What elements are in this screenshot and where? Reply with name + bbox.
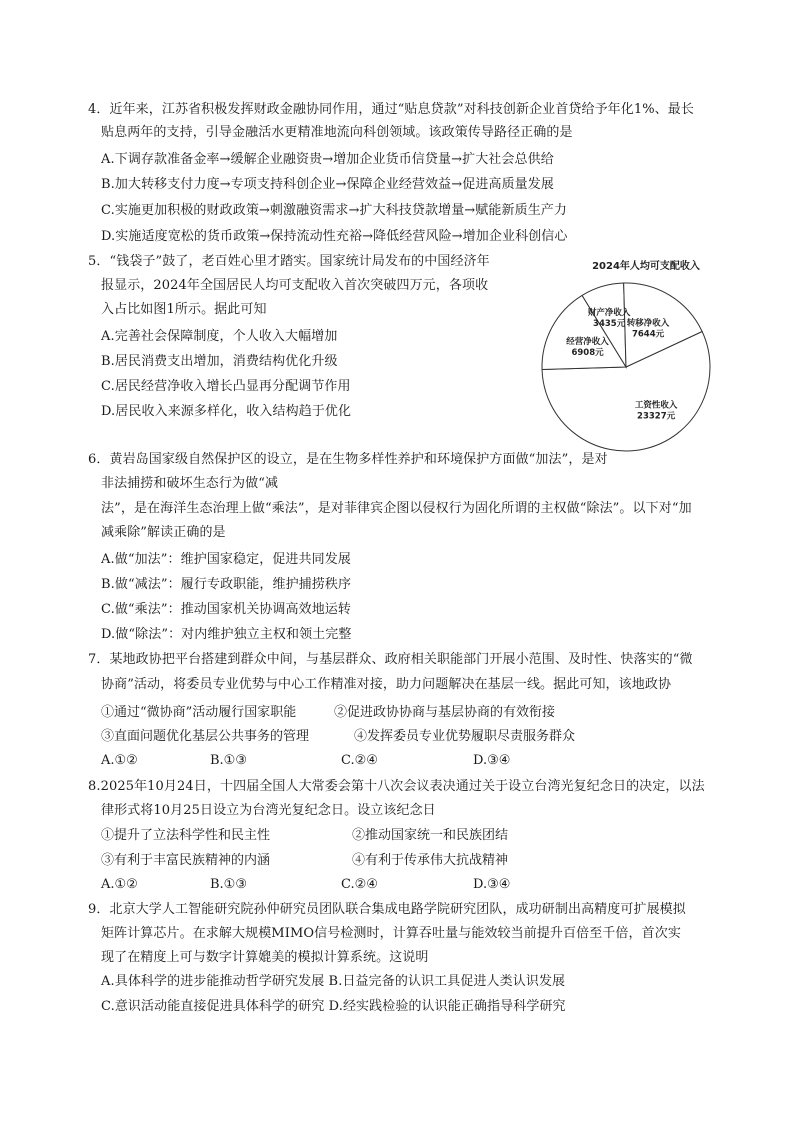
question-8-option-d[interactable]: D.③④ [473,877,511,892]
question-7-stem-line2: 协商”活动，将委员专业优势与中心工作精准对接，助力问题解决在基层一线。据此可知，该地政协 [101,677,672,692]
question-7-option-d[interactable]: D.③④ [473,753,511,768]
question-8-items-row2 [101,851,721,871]
income-pie-chart [538,252,756,452]
question-7-option-b[interactable]: B.①③ [210,753,247,768]
question-5-option-b[interactable]: B.居民消费支出增加，消费结构优化升级 [101,354,338,369]
question-9-stem-line1: 9．北京大学人工智能研究院孙仲研究员团队联合集成电路学院研究团队，成功研制出高精度可扩展模拟 [88,902,686,917]
question-4-stem-line1: 4．近年来，江苏省积极发挥财政金融协同作用，通过“贴息贷款”对科技创新企业首贷给予年化1%、最长 [88,102,694,117]
question-4-option-a[interactable]: A.下调存款准备金率→缓解企业融资贵→增加企业货币信贷量→扩大社会总供给 [101,152,554,167]
question-6-option-d[interactable]: D.做“除法”：对内维护独立主权和领土完整 [101,627,352,642]
question-6-option-a[interactable]: A.做“加法”：维护国家稳定，促进共同发展 [101,552,351,567]
question-7-item-1: ①通过“微协商”活动履行国家职能 [101,705,297,720]
question-9-options-ab[interactable]: A.具体科学的进步能推动哲学研究发展 B.日益完备的认识工具促进人类认识发展 [101,974,566,989]
question-7-item-2: ②促进政协协商与基层协商的有效衔接 [334,705,556,720]
question-5-stem-line2: 报显示，2024年全国居民人均可支配收入首次突破四万元，各项收 [101,278,489,293]
pie-chart-title: 2024年人均可支配收入 [592,261,700,272]
question-7-options [101,751,721,771]
question-5-option-c[interactable]: C.居民经营净收入增长凸显再分配调节作用 [101,379,351,394]
pie-slice-value-3: 3435元 [593,319,626,330]
pie-slice-value-1: 23327元 [637,411,676,422]
pie-slice-label-4: 转移净收入 [626,318,670,329]
question-6-option-b[interactable]: B.做“减法”：履行专政职能，维护捕捞秩序 [101,577,352,592]
question-5-stem-line3: 入占比如图1所示。据此可知 [101,302,267,317]
question-8-option-a[interactable]: A.①② [101,877,138,892]
pie-slice-value-4: 7644元 [631,329,665,340]
question-8-item-4: ④有利于传承伟大抗战精神 [352,853,509,868]
question-4-option-b[interactable]: B.加大转移支付力度→专项支持科创企业→保障企业经营效益→促进高质量发展 [101,177,554,192]
pie-slice-value-2: 6908元 [571,348,604,359]
question-7-items-row2 [101,727,721,747]
pie-slice-label-2: 经营净收入 [566,337,609,348]
question-9-stem-line3: 现了在精度上可与数字计算媲美的模拟计算系统。这说明 [101,950,429,965]
question-8-stem-line1: 8.2025年10月24日，十四届全国人大常委会第十八次会议表决通过关于设立台湾光复纪念日的决定，以法 [88,779,705,794]
question-6-stem-line2: 非法捕捞和破坏生态行为做“减 [101,476,279,491]
question-9-stem-line2: 矩阵计算芯片。在求解大规模MIMO信号检测时，计算吞吐量与能效较当前提升百倍至千倍，首次实 [101,926,681,941]
question-4-option-c[interactable]: C.实施更加积极的财政政策→刺激融资需求→扩大科技贷款增量→赋能新质生产力 [101,203,567,218]
question-7-stem-line1: 7．某地政协把平台搭建到群众中间，与基层群众、政府相关职能部门开展小范围、及时性、快落实的“微 [88,652,693,667]
question-6-stem-line3: 法”，是在海洋生态治理上做“乘法”，是对菲律宾企图以侵权行为固化所谓的主权做“除法”。以下对“加 [101,501,692,516]
question-6-stem-line4: 减乘除”解读正确的是 [101,525,226,540]
question-4-option-d[interactable]: D.实施适度宽松的货币政策→保持流动性充裕→降低经营风险→增加企业科创信心 [101,229,568,244]
question-8-option-c[interactable]: C.②④ [341,877,378,892]
question-6-option-c[interactable]: C.做“乘法”：推动国家机关协调高效地运转 [101,602,352,617]
question-7-item-3: ③直面问题优化基层公共事务的管理 [101,729,310,744]
question-8-option-b[interactable]: B.①③ [210,877,247,892]
question-7-option-c[interactable]: C.②④ [341,753,378,768]
question-4-stem-line2: 贴息两年的支持，引导金融活水更精准地流向科创领域。该政策传导路径正确的是 [101,125,573,140]
question-7-item-4: ④发挥委员专业优势履职尽责服务群众 [354,729,576,744]
question-8-stem-line2: 律形式将10月25日设立为台湾光复纪念日。设立该纪念日 [101,803,436,818]
question-9-options-cd[interactable]: C.意识活动能直接促进具体科学的研究 D.经实践检验的认识能正确指导科学研究 [101,999,566,1014]
question-8-item-2: ②推动国家统一和民族团结 [352,828,509,843]
question-8-items-row1 [101,826,721,846]
question-7-items-row1 [101,703,721,723]
question-8-item-3: ③有利于丰富民族精神的内涵 [101,853,271,868]
question-7-option-a[interactable]: A.①② [101,753,138,768]
pie-slice-label-1: 工资性收入 [634,400,678,411]
question-8-item-1: ①提升了立法科学性和民主性 [101,828,271,843]
question-5-stem-line1: 5．“钱袋子”鼓了，老百姓心里才踏实。国家统计局发布的中国经济年 [88,254,490,269]
question-5-option-a[interactable]: A.完善社会保障制度，个人收入大幅增加 [101,329,338,344]
pie-slice-label-3: 财产净收入 [587,308,631,319]
question-8-options [101,875,721,895]
question-5-option-d[interactable]: D.居民收入来源多样化，收入结构趋于优化 [101,404,352,419]
question-6-stem-line1: 6．黄岩岛国家级自然保护区的设立，是在生物多样性养护和环境保护方面做“加法”，是对 [88,452,608,467]
